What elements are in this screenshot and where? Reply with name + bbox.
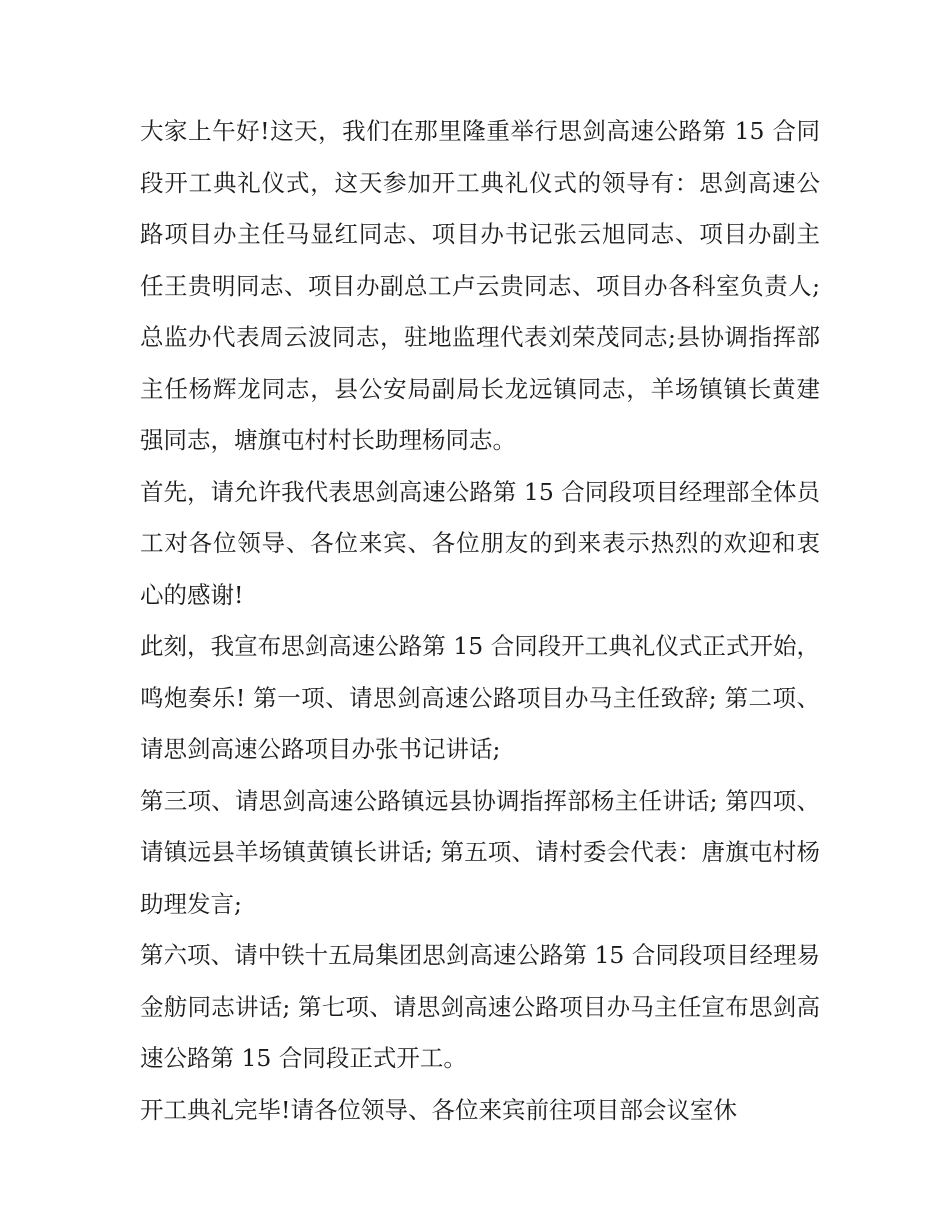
document-body [140,106,820,1136]
paragraph-opening-agenda: 此刻，我宣布思剑高速公路第 15 合同段开工典礼仪式正式开始，鸣炮奏乐! 第一项、请思剑高速公路项目办马主任致辞; 第二项、请思剑高速公路项目办张书记讲话; [140,632,820,763]
paragraph-greeting-and-guests: 大家上午好!这天，我们在那里隆重举行思剑高速公路第 15 合同段开工典礼仪式，这天参加开工典礼仪式的领导有：思剑高速公路项目办主任马显红同志、项目办书记张云旭同志、项目办副主任王贵明同志、项目办副总工卢云贵同志、项目办各科室负责人;总监办代表周云波同志，驻地监理代表刘荣茂同志;县协调指挥部主任杨辉龙同志，县公安局副局长龙远镇同志，羊场镇镇长黄建强同志，塘旗屯村村长助理杨同志。 [140,117,820,454]
paragraph-welcome: 首先，请允许我代表思剑高速公路第 15 合同段项目经理部全体员工对各位领导、各位来宾、各位朋友的到来表示热烈的欢迎和衷心的感谢! [140,477,820,609]
paragraph-agenda-items-6-7: 第六项、请中铁十五局集团思剑高速公路第 15 合同段项目经理易金舫同志讲话; 第七项、请思剑高速公路项目办马主任宣布思剑高速公路第 15 合同段正式开工。 [140,941,820,1072]
paragraph-agenda-items-3-5: 第三项、请思剑高速公路镇远县协调指挥部杨主任讲话; 第四项、请镇远县羊场镇黄镇长讲话; 第五项、请村委会代表：唐旗屯村杨助理发言; [140,786,820,918]
paragraph-closing: 开工典礼完毕!请各位领导、各位来宾前往项目部会议室休 [140,1095,737,1124]
